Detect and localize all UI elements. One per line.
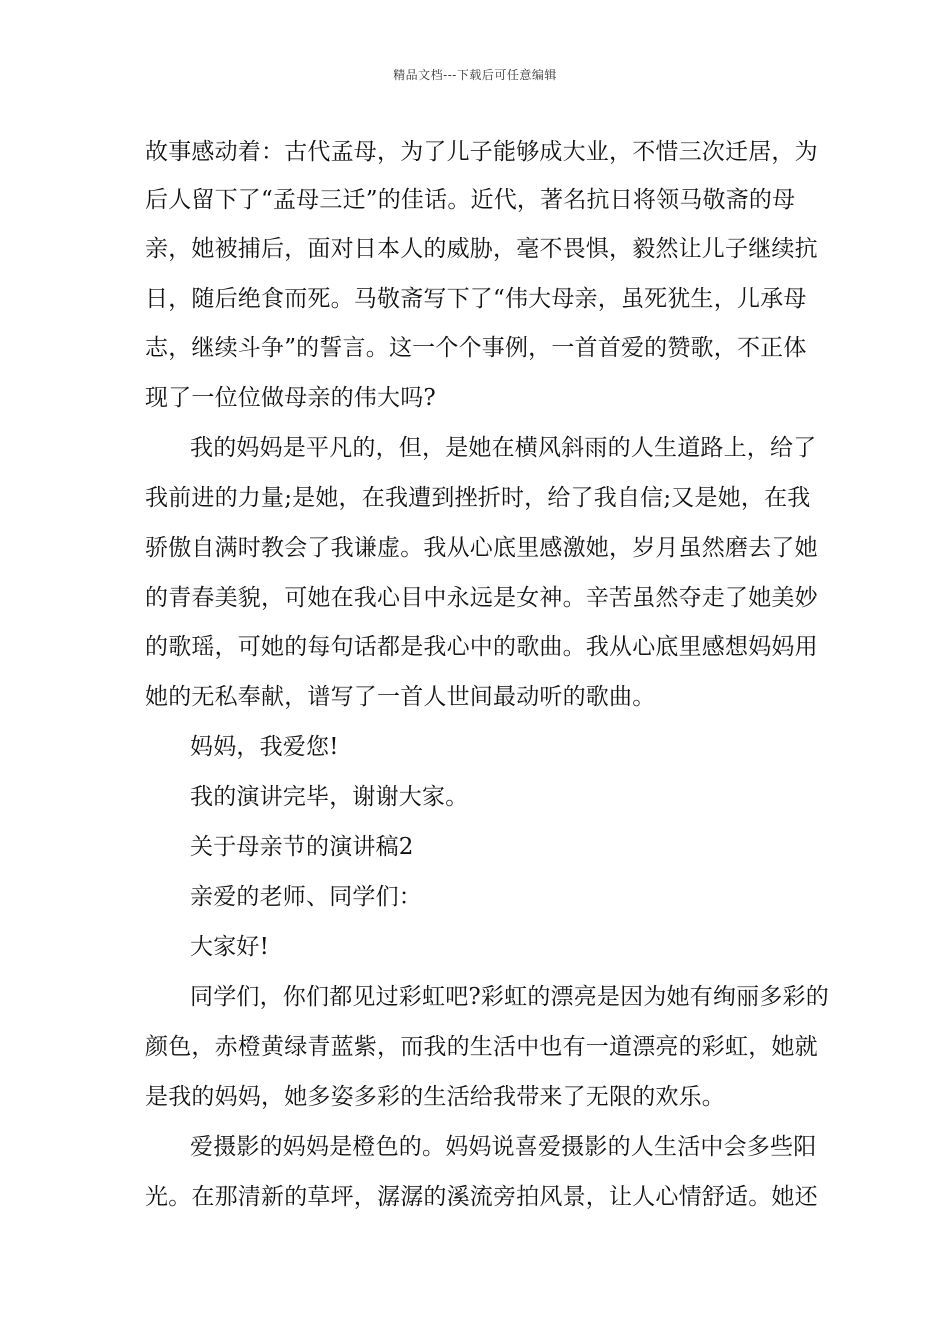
text-line: 颜色，赤橙黄绿青蓝紫，而我的生活中也有一道漂亮的彩虹，她就 [145,1034,818,1060]
text-line: 的歌瑶，可她的每句话都是我心中的歌曲。我从心底里感想妈妈用 [145,634,818,660]
text-line: 故事感动着：古代孟母，为了儿子能够成大业，不惜三次迁居，为 [145,139,818,165]
text-line: 我前进的力量;是她，在我遭到挫折时，给了我自信;又是她，在我 [145,485,811,511]
text-line: 亲，她被捕后，面对日本人的威胁，毫不畏惧，毅然让儿子继续抗 [145,236,818,262]
salutation-line: 亲爱的老师、同学们： [190,884,422,910]
text-line: 现了一位位做母亲的伟大吗? [145,385,436,411]
paragraph-line: 我的演讲完毕，谢谢大家。 [190,784,469,810]
section-title: 关于母亲节的演讲稿2 [190,834,414,860]
page-header: 精品文档---下载后可任意编辑 [393,68,557,82]
text-line: 志，继续斗争”的誓言。这一个个事例，一首首爱的赞歌，不正体 [145,335,807,361]
paragraph-start-line: 同学们，你们都见过彩虹吧?彩虹的漂亮是因为她有绚丽多彩的 [190,984,829,1010]
paragraph-start-line: 爱摄影的妈妈是橙色的。妈妈说喜爱摄影的人生活中会多些阳 [190,1134,817,1160]
greeting-line: 大家好! [190,934,270,960]
text-line: 后人留下了“孟母三迁”的佳话。近代，著名抗日将领马敬斋的母 [145,187,796,213]
text-line: 的青春美貌，可她在我心目中永远是女神。辛苦虽然夺走了她美妙 [145,585,818,611]
text-line: 她的无私奉献，谱写了一首人世间最动听的歌曲。 [145,684,656,710]
text-line: 日，随后绝食而死。马敬斋写下了“伟大母亲，虽死犹生，儿承母 [145,286,807,312]
text-line: 是我的妈妈，她多姿多彩的生活给我带来了无限的欢乐。 [145,1084,725,1110]
paragraph-start-line: 我的妈妈是平凡的，但，是她在横风斜雨的人生道路上，给了 [190,435,817,461]
paragraph-line: 妈妈，我爱您! [190,734,339,760]
text-line: 光。在那清新的草坪，潺潺的溪流旁拍风景，让人心情舒适。她还 [145,1184,818,1210]
text-line: 骄傲自满时教会了我谦虚。我从心底里感激她，岁月虽然磨去了她 [145,535,818,561]
